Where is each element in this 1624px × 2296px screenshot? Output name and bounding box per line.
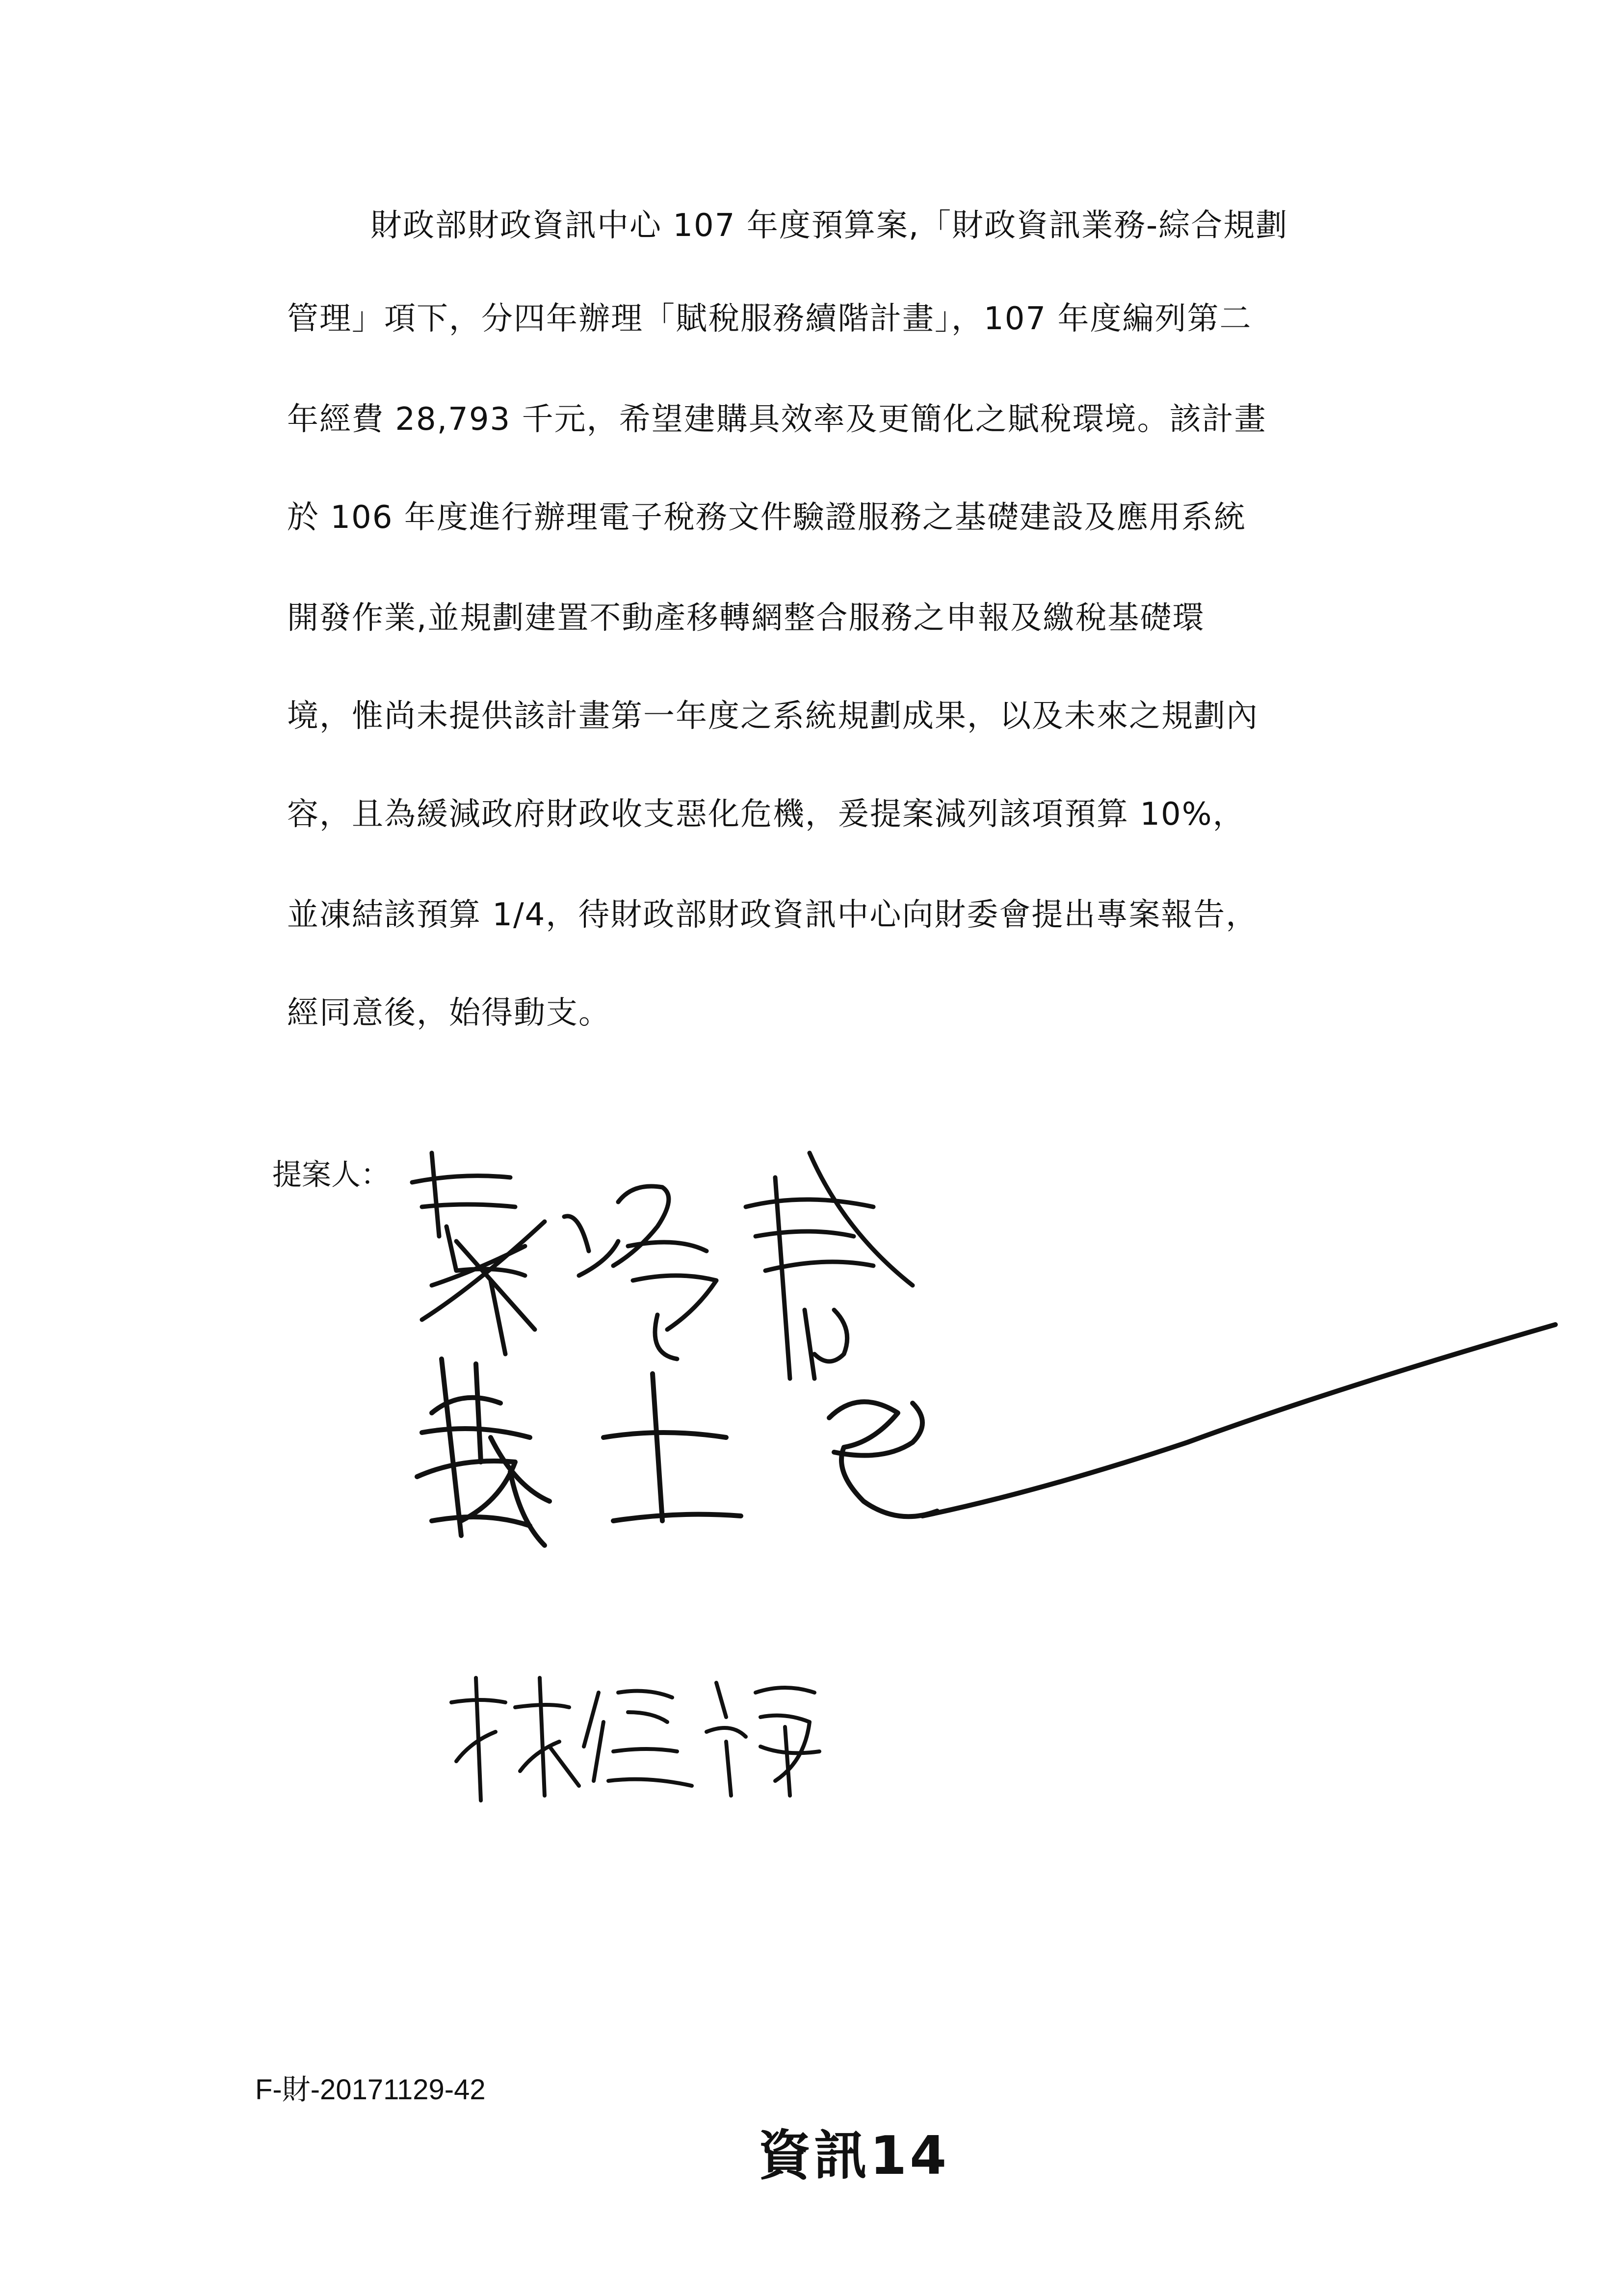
signature-2-strokes [402,1315,1570,1658]
body-line-1: 財政部財政資訊中心 107 年度預算案,「財政資訊業務-綜合規劃 [370,208,1288,244]
signature-3 [442,1663,824,1810]
body-line-5: 開發作業,並規劃建置不動產移轉網整合服務之申報及繳稅基礎環 [287,600,1205,636]
body-line-6: 境，惟尚未提供該計畫第一年度之系統規劃成果，以及未來之規劃內 [287,698,1258,734]
body-line-3: 年經費 28,793 千元，希望建購具效率及更簡化之賦稅環境。該計畫 [287,401,1267,438]
reference-code: F-財-20171129-42 [255,2074,486,2106]
category-label: 資訊14 [758,2125,950,2187]
body-line-9: 經同意後，始得動支。 [287,995,611,1031]
signature-2 [402,1315,1570,1658]
body-line-2: 管理」項下，分四年辦理「賦稅服務續階計畫」，107 年度編列第二 [287,301,1252,337]
signature-3-strokes [442,1663,824,1810]
body-line-7: 容，且為緩減政府財政收支惡化危機，爰提案減列該項預算 10%， [287,796,1245,833]
body-line-8: 並凍結該預算 1/4，待財政部財政資訊中心向財委會提出專案報告， [287,897,1258,933]
proposer-label: 提案人： [272,1158,390,1192]
body-line-4: 於 106 年度進行辦理電子稅務文件驗證服務之基礎建設及應用系統 [287,499,1246,536]
